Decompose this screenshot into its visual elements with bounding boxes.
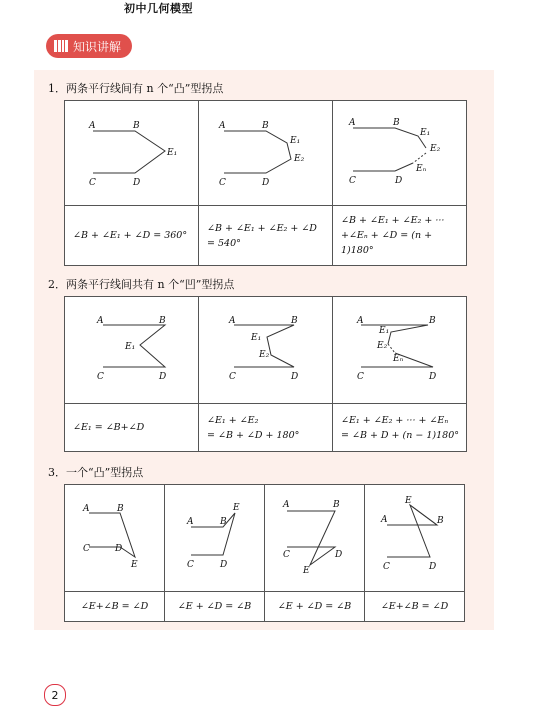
label-d: D [159, 372, 167, 382]
label-a: A [187, 517, 194, 527]
label-b: B [262, 121, 269, 131]
diagram-1-1 [65, 101, 199, 206]
label-b: B [429, 316, 436, 326]
label-e2: E₂ [430, 144, 441, 154]
label-a: A [97, 316, 104, 326]
label-e: E [233, 503, 240, 513]
diagram-3-2 [165, 485, 265, 592]
label-a: A [381, 515, 388, 525]
label-e1: E₁ [167, 148, 178, 158]
section-3-title: 3．一个“凸”型拐点 [48, 466, 144, 479]
label-c: C [357, 372, 364, 382]
label-a: A [283, 500, 290, 510]
diagram-3-4 [365, 485, 465, 592]
formula-2-2: ∠E₁ + ∠E₂ = ∠B + ∠D + 180° [199, 404, 333, 452]
section-1-title: 1．两条平行线间有 n 个“凸”型拐点 [48, 82, 224, 95]
formula-2-3: ∠E₁ + ∠E₂ + ··· + ∠Eₙ = ∠B + D + (n − 1)180° [333, 404, 467, 452]
label-d: D [429, 562, 437, 572]
formula-3-2: ∠E + ∠D = ∠B [165, 592, 265, 622]
label-b: B [159, 316, 166, 326]
formula-3-3: ∠E + ∠D = ∠B [265, 592, 365, 622]
diagram-1-2 [199, 101, 333, 206]
label-b: B [133, 121, 140, 131]
formula-2-1: ∠E₁ = ∠B+∠D [65, 404, 199, 452]
label-e: E [405, 496, 412, 506]
diagram-1-3 [333, 101, 467, 206]
label-c: C [187, 560, 194, 570]
label-d: D [291, 372, 299, 382]
label-en: Eₙ [393, 354, 404, 364]
label-a: A [229, 316, 236, 326]
diagram-3-1 [65, 485, 165, 592]
formula-1-2: ∠B + ∠E₁ + ∠E₂ + ∠D = 540° [199, 206, 333, 266]
label-d: D [335, 550, 343, 560]
label-e2: E₂ [377, 341, 388, 351]
label-c: C [349, 176, 356, 186]
page-header-title: 初中几何模型 [124, 2, 193, 15]
label-e2: E₂ [294, 154, 305, 164]
section-1-table [64, 100, 467, 266]
diagram-2-1 [65, 297, 199, 404]
label-e1: E₁ [420, 128, 431, 138]
label-b: B [393, 118, 400, 128]
label-d: D [262, 178, 270, 188]
label-d: D [429, 372, 437, 382]
label-e1: E₁ [125, 342, 136, 352]
label-a: A [219, 121, 226, 131]
label-e: E [303, 566, 310, 576]
label-d: D [220, 560, 228, 570]
label-c: C [97, 372, 104, 382]
diagram-2-2 [199, 297, 333, 404]
diagram-3-3 [265, 485, 365, 592]
section-2-title: 2．两条平行线间共有 n 个“凹”型拐点 [48, 278, 235, 291]
book-icon [54, 40, 68, 52]
label-en: Eₙ [416, 164, 427, 174]
label-c: C [219, 178, 226, 188]
label-b: B [437, 516, 444, 526]
label-d: D [133, 178, 141, 188]
label-a: A [349, 118, 356, 128]
label-c: C [283, 550, 290, 560]
label-a: A [357, 316, 364, 326]
badge-label: 知识讲解 [73, 39, 122, 54]
label-c: C [89, 178, 96, 188]
diagram-2-3 [333, 297, 467, 404]
label-e1: E₁ [251, 333, 262, 343]
label-d: D [395, 176, 403, 186]
label-a: A [89, 121, 96, 131]
formula-1-3: ∠B + ∠E₁ + ∠E₂ + ··· +∠Eₙ + ∠D = (n + 1)180° [333, 206, 467, 266]
label-e1: E₁ [379, 326, 390, 336]
label-c: C [83, 544, 90, 554]
formula-3-1: ∠E+∠B = ∠D [65, 592, 165, 622]
formula-1-1: ∠B + ∠E₁ + ∠D = 360° [65, 206, 199, 266]
knowledge-badge [46, 34, 132, 58]
label-a: A [83, 504, 90, 514]
label-b: B [117, 504, 124, 514]
label-b: B [333, 500, 340, 510]
label-d: D [115, 544, 123, 554]
label-c: C [229, 372, 236, 382]
label-e1: E₁ [290, 136, 301, 146]
label-e: E [131, 560, 138, 570]
label-b: B [291, 316, 298, 326]
label-c: C [383, 562, 390, 572]
section-2-table [64, 296, 467, 452]
section-3-table [64, 484, 465, 622]
label-e2: E₂ [259, 350, 270, 360]
formula-3-4: ∠E+∠B = ∠D [365, 592, 465, 622]
label-b: B [220, 517, 227, 527]
page-number: 2 [44, 684, 66, 706]
